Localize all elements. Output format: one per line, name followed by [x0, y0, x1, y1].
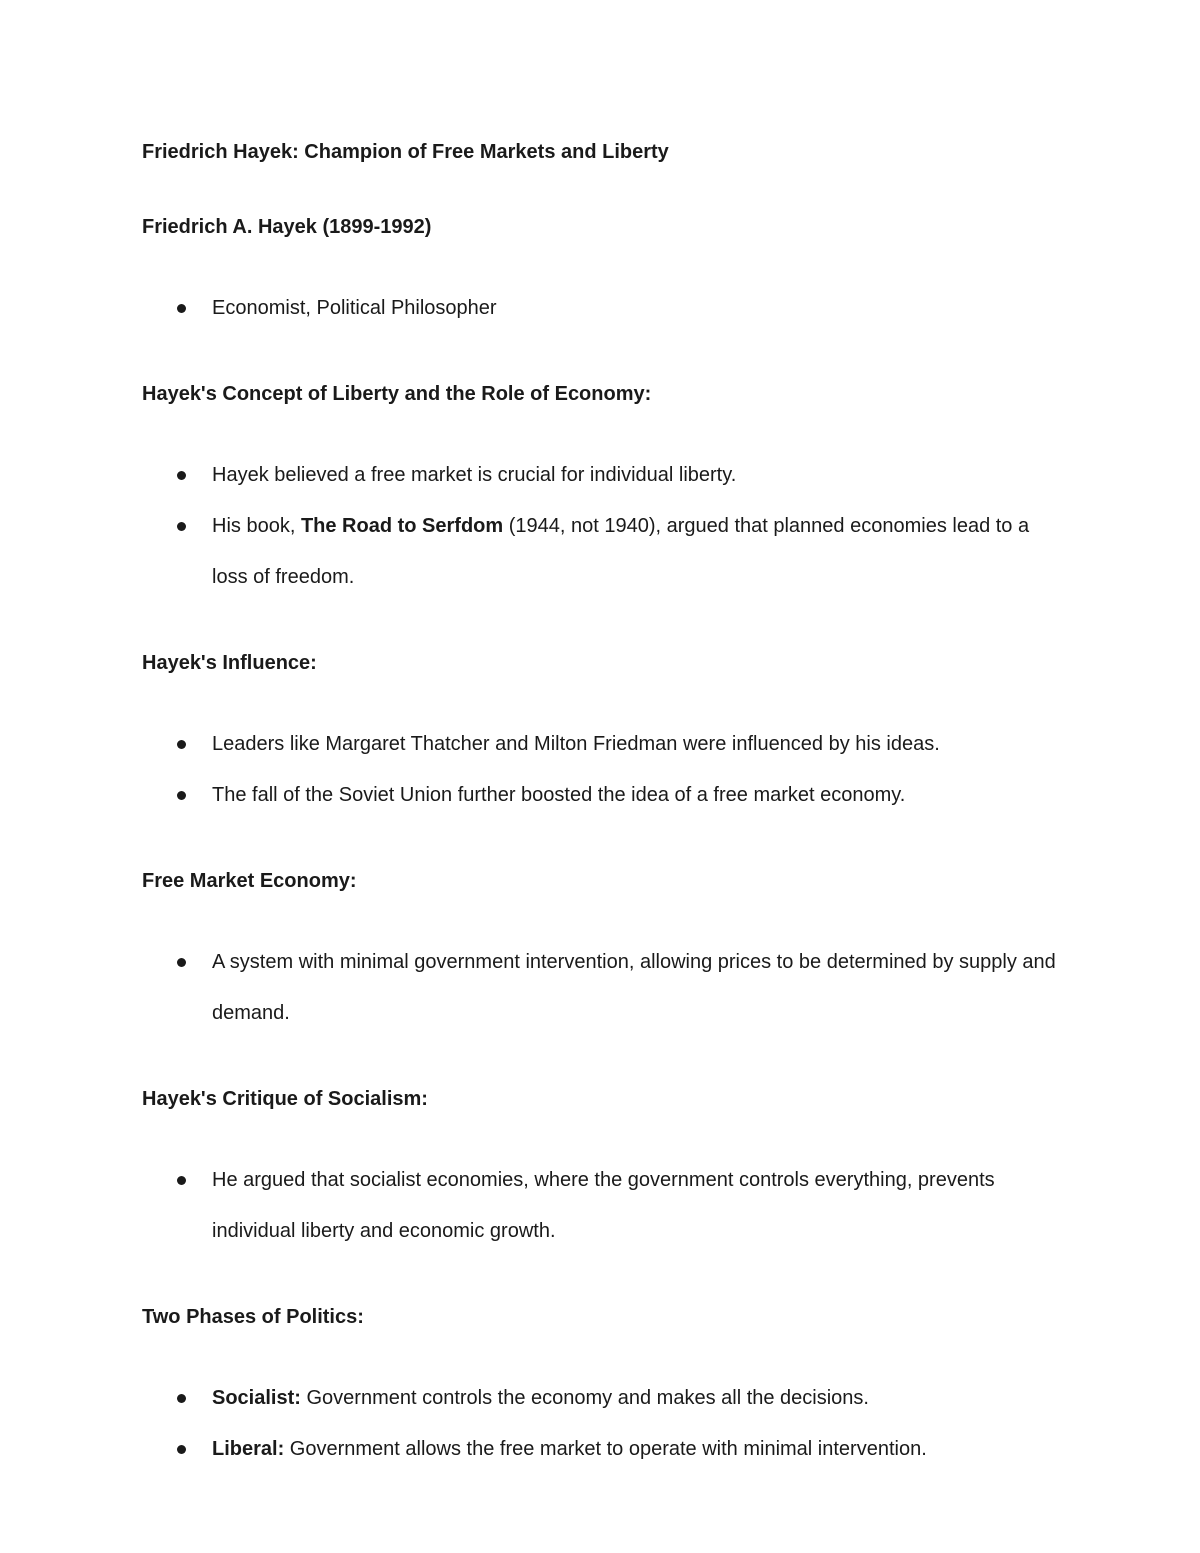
bullet-icon: [177, 1394, 186, 1403]
document-subtitle: Friedrich A. Hayek (1899-1992): [142, 216, 432, 238]
list-item: [142, 501, 1062, 603]
section-heading-influence: Hayek's Influence:: [142, 652, 317, 674]
bullet-icon: [177, 304, 186, 313]
list-item-text: The fall of the Soviet Union further boosted the idea of a free market economy.: [212, 784, 906, 806]
list-item: [142, 283, 1062, 334]
bullet-icon: [177, 791, 186, 800]
bullet-icon: [177, 471, 186, 480]
section-list-free-market: [142, 937, 1062, 1039]
section-heading-critique: Hayek's Critique of Socialism:: [142, 1088, 428, 1110]
list-item-text: He argued that socialist economies, where the government controls everything, prevents individual liberty and economic growth.: [212, 1169, 995, 1242]
list-item: [142, 1424, 1062, 1475]
list-item-text: Economist, Political Philosopher: [212, 297, 497, 319]
section-list-critique: [142, 1155, 1062, 1257]
list-item-text-post: (1944, not 1940), argued that planned economies lead to a loss of freedom.: [212, 515, 1030, 588]
section-list-influence: [142, 719, 1062, 821]
list-item-text-pre: His book,: [212, 515, 301, 537]
bullet-icon: [177, 958, 186, 967]
section-heading-liberty: Hayek's Concept of Liberty and the Role of Economy:: [142, 383, 652, 405]
term-label: Socialist:: [212, 1387, 301, 1409]
book-title: The Road to Serfdom: [300, 515, 504, 537]
list-item-text: Hayek believed a free market is crucial for individual liberty.: [212, 464, 737, 486]
document-page: [142, 138, 1062, 1521]
bullet-icon: [177, 740, 186, 749]
bullet-icon: [177, 1176, 186, 1185]
list-item: [142, 1373, 1062, 1424]
section-heading-politics: Two Phases of Politics:: [142, 1306, 364, 1328]
bullet-icon: [177, 522, 186, 531]
section-heading-free-market: Free Market Economy:: [142, 870, 357, 892]
list-item-text: Government allows the free market to operate with minimal intervention.: [284, 1438, 927, 1460]
intro-list: [142, 283, 1062, 334]
section-list-liberty: [142, 450, 1062, 603]
list-item: [142, 937, 1062, 1039]
list-item-text: A system with minimal government intervention, allowing prices to be determined by supply and demand.: [212, 951, 1056, 1024]
list-item: [142, 770, 1062, 821]
bullet-icon: [177, 1445, 186, 1454]
term-label: Liberal:: [212, 1438, 285, 1460]
list-item: [142, 450, 1062, 501]
list-item: [142, 1155, 1062, 1257]
list-item: [142, 719, 1062, 770]
list-item-text: Leaders like Margaret Thatcher and Milton Friedman were influenced by his ideas.: [212, 733, 940, 755]
document-title: Friedrich Hayek: Champion of Free Markets and Liberty: [142, 141, 669, 163]
list-item-text: Government controls the economy and makes all the decisions.: [300, 1387, 869, 1409]
section-list-politics: [142, 1373, 1062, 1475]
